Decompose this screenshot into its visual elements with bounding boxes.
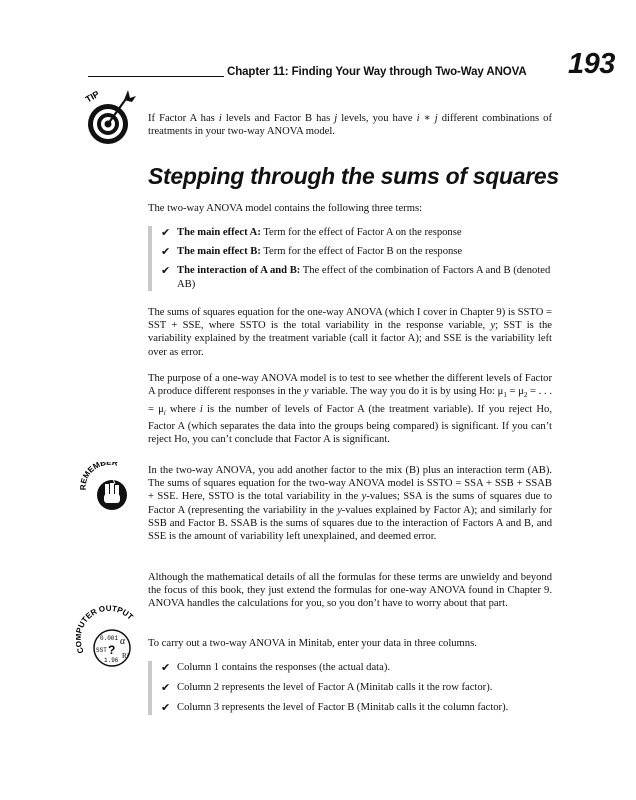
- section-heading: Stepping through the sums of squares: [148, 163, 559, 189]
- paragraph-details: Although the mathematical details of all the formulas for these terms are unwieldy and beyond the focus of this book, they just extend the formulas for one-way ANOVA found in Chapter 9. ANOVA handles the calculations for you, so you don’t have to worry about that part.: [148, 572, 552, 610]
- svg-text:R²: R²: [122, 652, 129, 660]
- terms-list: [148, 226, 556, 291]
- output-icon-label: C UTER OUTPUT: [76, 604, 135, 655]
- list-item: ✔ Column 3 represents the level of Factor B (Minitab calls it the column factor).: [161, 701, 509, 715]
- header-rule: [88, 76, 224, 77]
- intro-text: The two-way ANOVA model contains the following three terms:: [148, 203, 423, 214]
- columns-list: [148, 661, 556, 715]
- paragraph-two-way: In the two-way ANOVA, you add another factor to the mix (B) plus an interaction term (AB). The sums of squares equation for the two-way ANOVA model is SSTO = SSA + SSB + SSAB + SSE. Here, SSTO is the total variability in the y-values; SSA is the sums of squares due to Factor A (representing the variability in the y-values explained by Factor A); and similarly for SSB and Factor B. SSAB is the sums of squares due to the interaction of Factors A and B, and SSE is the amount of variability left unexplained, and deemed error.: [148, 465, 552, 543]
- computer-output-icon: [76, 604, 142, 674]
- checkmark-icon: ✔: [161, 701, 171, 715]
- checkmark-icon: ✔: [161, 264, 171, 278]
- tip-text: If Factor A has i levels and Factor B has j levels, you have i ∗ j different combinations of treatments in your two-way ANOVA model.: [148, 113, 553, 138]
- list-item: ✔ The main effect A: Term for the effect of Factor A on the response: [161, 226, 462, 239]
- tip-target-icon: [84, 86, 140, 148]
- svg-text:α: α: [120, 636, 126, 647]
- list-item: ✔ Column 2 represents the level of Factor A (Minitab calls it the row factor).: [161, 681, 493, 695]
- paragraph-one-way: The sums of squares equation for the one-way ANOVA (which I cover in Chapter 9) is SSTO = SST + SSE, where SSTO is the total variability in the response variable, y; SST is the variability explained by the treatment variable (call it factor A); and SSE is the variability left over as error.: [148, 307, 552, 358]
- page-number: 193: [568, 48, 615, 80]
- paragraph-minitab: To carry out a two-way ANOVA in Minitab, enter your data in three columns.: [148, 638, 477, 649]
- list-item: ✔ The interaction of A and B: The effect of the combination of Factors A and B (denoted AB): [161, 264, 551, 290]
- svg-text:1.96: 1.96: [104, 657, 119, 664]
- list-item: ✔ Column 1 contains the responses (the actual data).: [161, 661, 390, 674]
- checkmark-icon: ✔: [161, 661, 171, 674]
- checkmark-icon: ✔: [161, 681, 171, 695]
- paragraph-purpose: The purpose of a one-way ANOVA model is to test to see whether the different levels of Factor A produce different responses in the y variable. The way you do it is by using Ho: $\mu_1 = \mu_2$ = . . . = $\mu_i$ where i is the number of levels of Factor A (the treatment variable). If you reject Ho, Factor A (which separates the data into the groups being compared) is significant. If you can’t reject Ho, you can’t conclude that Factor A is significant.: [148, 373, 552, 446]
- checkmark-icon: ✔: [161, 226, 171, 239]
- svg-text:?: ?: [108, 643, 116, 657]
- remember-hand-icon: [80, 462, 140, 512]
- svg-text:SST: SST: [96, 647, 107, 654]
- tip-icon-label: TIP: [84, 88, 101, 105]
- chapter-title: Chapter 11: Finding Your Way through Two-Way ANOVA: [227, 66, 527, 78]
- list-item: ✔ The main effect B: Term for the effect of Factor B on the response: [161, 245, 463, 259]
- svg-text:0.001: 0.001: [100, 635, 119, 642]
- checkmark-icon: ✔: [161, 245, 171, 259]
- remember-icon-label: EMEMBER: [80, 462, 119, 485]
